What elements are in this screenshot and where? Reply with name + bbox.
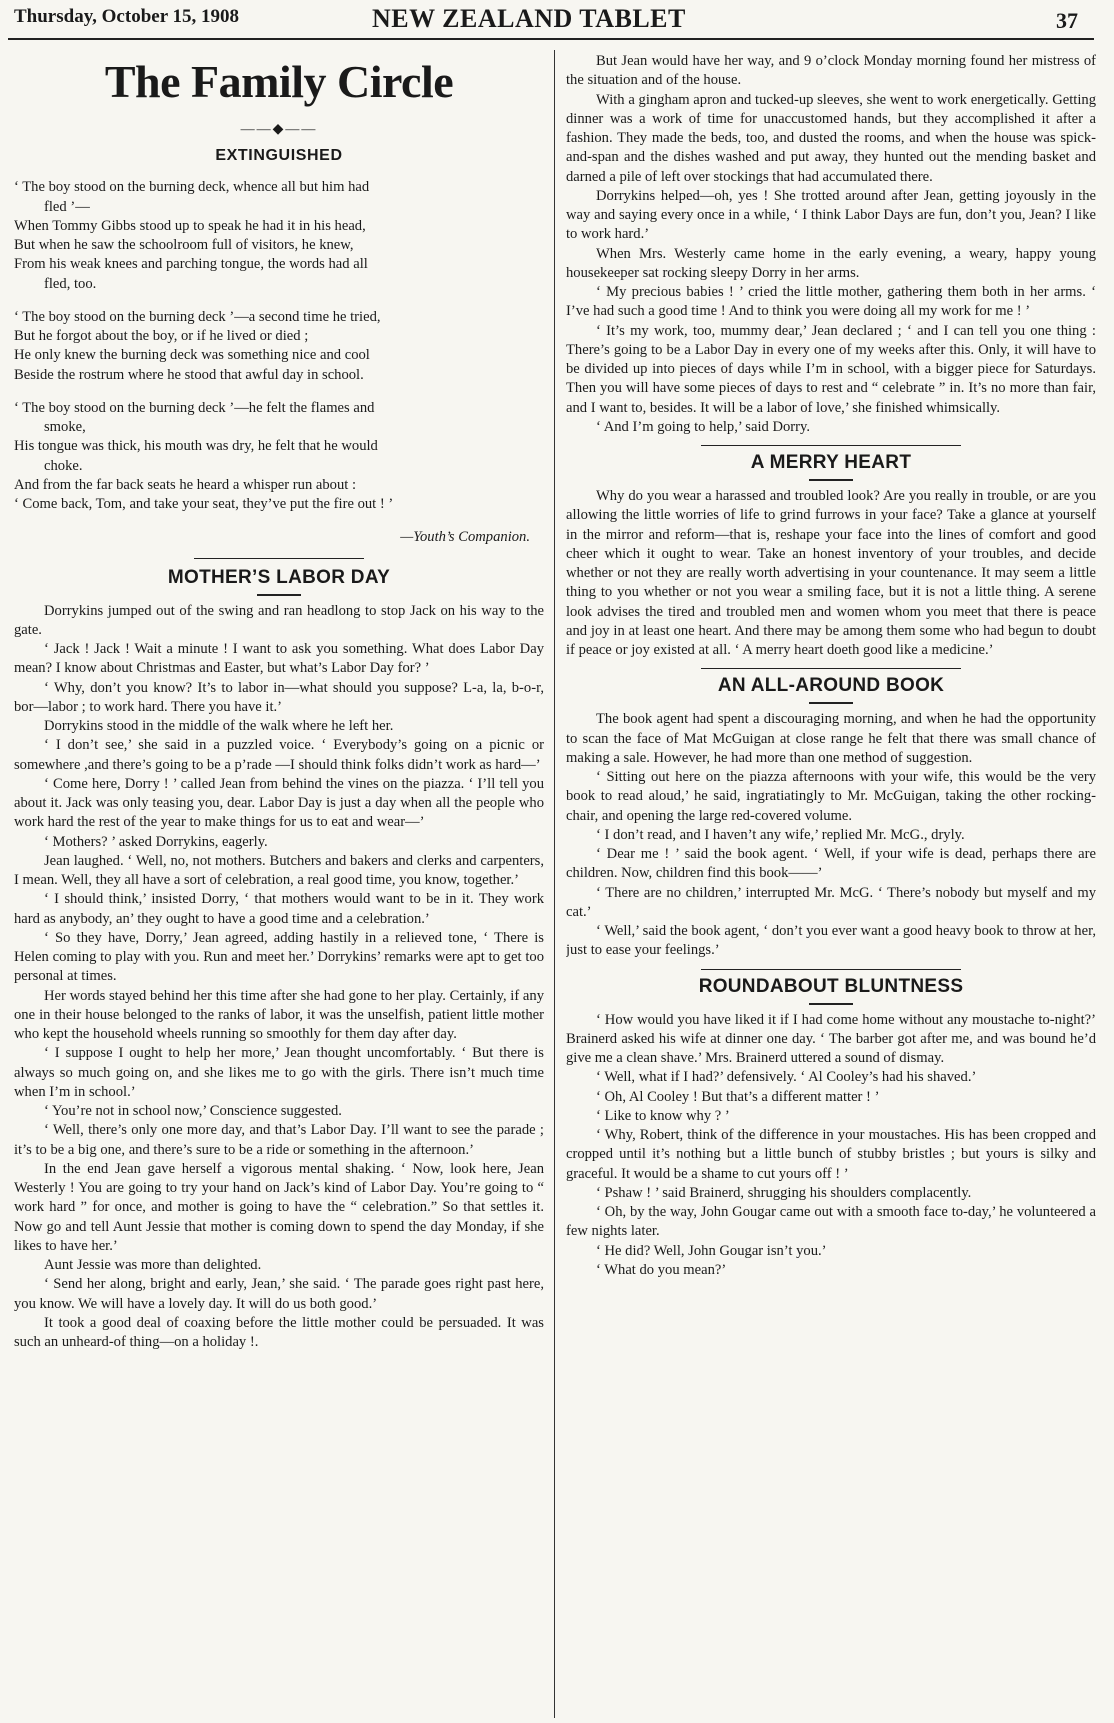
paragraph: ‘ Why, Robert, think of the difference in your moustaches. His has been cropped and cropped until it’s nothing but a little bunch of stubby bristles ; but yours is silky and graceful. It would be a shame to cut yours off ! ’ <box>566 1127 1096 1182</box>
paragraph: ‘ What do you mean?’ <box>596 1261 727 1278</box>
story-body <box>14 602 544 1353</box>
paragraph: ‘ You’re not in school now,’ Conscience suggested. <box>44 1103 342 1120</box>
paragraph: ‘ And I’m going to help,’ said Dorry. <box>596 418 811 435</box>
paragraph: ‘ My precious babies ! ’ cried the little mother, gathering them both in her arms. ‘ I’ve had such a good time ! And to think you were doing all my work for me ! ’ <box>566 284 1096 320</box>
merry-heart-body <box>566 487 1096 660</box>
merry-heart-title: A MERRY HEART <box>750 452 912 473</box>
book-body <box>566 710 1096 960</box>
paragraph: ‘ It’s my work, too, mummy dear,’ Jean declared ; ‘ and I can tell you one thing : There’s going to be a Labor Day in every one of my weeks after this. Only, it will have to be divided up into pieces of days while I’m in school, with a bigger piece for Saturdays. Then you will have some pieces of days to rest and “ celebrate ” in. It’s no more than fair, and I want to, besides. It will be a labor of love,’ she finished whimsically. <box>566 322 1096 416</box>
paragraph: ‘ I suppose I ought to help her more,’ Jean thought uncomfortably. ‘ But there is always so much going on, and she likes me to go with the girls. There isn’t much time when I’m in school.’ <box>14 1045 544 1100</box>
title-rule <box>809 479 853 481</box>
paragraph: ‘ So they have, Dorry,’ Jean agreed, adding hastily in a relieved tone, ‘ There is Helen coming to play with you. Run and meet her.’ Dorrykins’ remarks were apt to get too personal at times. <box>14 929 544 985</box>
paragraph: ‘ Jack ! Jack ! Wait a minute ! I want to ask you something. What does Labor Day mean? I know about Christmas and Easter, but what’s Labor Day for? ’ <box>14 641 544 677</box>
newspaper-title: NEW ZEALAND TABLET <box>372 4 686 33</box>
paragraph: ‘ Dear me ! ’ said the book agent. ‘ Well, if your wife is dead, perhaps there are children. Now, children find this book——’ <box>566 846 1096 882</box>
poem-stanza <box>14 178 544 294</box>
bluntness-body <box>566 1011 1096 1281</box>
paragraph: Aunt Jessie was more than delighted. <box>44 1257 262 1274</box>
paragraph: The book agent had spent a discouraging morning, and when he had the opportunity to scan the face of Mat McGuigan at close range he felt that there was small chance of making a sale. However, he had more than one method of suggestion. <box>566 711 1096 766</box>
paragraph: ‘ Oh, Al Cooley ! But that’s a different matter ! ’ <box>596 1088 880 1105</box>
poem-line: Beside the rostrum where he stood that awful day in school. <box>14 366 364 383</box>
poem-line: smoke, <box>44 419 86 436</box>
paragraph: ‘ He did? Well, John Gougar isn’t you.’ <box>596 1242 827 1259</box>
poem-stanza <box>14 308 544 385</box>
separator-rule <box>194 558 364 559</box>
poem-line: When Tommy Gibbs stood up to speak he had it in his head, <box>14 217 366 234</box>
paragraph: Dorrykins stood in the middle of the walk where he left her. <box>44 718 394 735</box>
poem-line: From his weak knees and parching tongue, the words had all <box>14 256 368 273</box>
right-column <box>566 52 1096 1717</box>
paragraph: Why do you wear a harassed and troubled look? Are you really in trouble, or are you allowing the little worries of life to grind furrows in your face? Take a glance at yourself in the mirror and reform—that is, reshape your face into the lines of comfort and good cheer which it ought to wear. Take an honest inventory of your troubles, and decide whether or not they are really worth advertising in your countenance. It may seem a little thing to you whether or not you wear a smiling face, but it is not a little thing. A serene look advises the tired and troubled men and women whom you meet that there is peace and joy in at least one heart. And there may be among them some who had begun to doubt if peace or joy existed at all. ‘ A merry heart doeth good like a medicine.’ <box>566 488 1096 659</box>
poem-line: choke. <box>44 457 83 474</box>
poem-stanza <box>14 399 544 515</box>
bluntness-title: ROUNDABOUT BLUNTNESS <box>698 975 964 997</box>
paragraph: ‘ Send her along, bright and early, Jean,’ she said. ‘ The parade goes right past here, you know. We will have a lovely day. It will do us both good.’ <box>14 1276 544 1312</box>
poem-line: ‘ Come back, Tom, and take your seat, they’ve put the fire out ! ’ <box>14 496 394 513</box>
title-rule <box>809 1003 853 1005</box>
masthead-rule <box>8 38 1094 40</box>
poem-line: ‘ The boy stood on the burning deck ’—he felt the flames and <box>14 399 375 416</box>
poem-line: fled, too. <box>44 275 97 292</box>
paragraph: ‘ There are no children,’ interrupted Mr. McG. ‘ There’s nobody but myself and my cat.’ <box>566 884 1096 920</box>
paragraph: ‘ I don’t see,’ she said in a puzzled voice. ‘ Everybody’s going on a picnic or somewhere ,and there’s going to be a p’rade —I should think folks didn’t work as hard—’ <box>14 737 544 773</box>
separator-rule <box>701 969 961 970</box>
poem-line: But he forgot about the boy, or if he lived or died ; <box>14 328 309 345</box>
column-divider <box>554 50 555 1718</box>
title-rule <box>257 594 301 596</box>
paragraph: ‘ Oh, by the way, John Gougar came out with a smooth face to-day,’ he volunteered a few nights later. <box>566 1204 1096 1240</box>
paragraph: But Jean would have her way, and 9 o’clock Monday morning found her mistress of the situation and of the house. <box>566 53 1096 89</box>
paragraph: ‘ Well,’ said the book agent, ‘ don’t you ever want a good heavy book to throw at her, just to ease your feelings.’ <box>566 923 1096 959</box>
poem-line: His tongue was thick, his mouth was dry, he felt that he would <box>14 438 378 455</box>
poem-title: EXTINGUISHED <box>215 147 343 165</box>
paragraph: Dorrykins helped—oh, yes ! She trotted around after Jean, getting joyously in the way and saying every once in a while, ‘ I think Labor Days are fun, don’t you, Jean? I like to work hard.’ <box>566 187 1096 243</box>
page-number: 37 <box>1056 8 1078 33</box>
left-column <box>14 52 544 1717</box>
paragraph: Dorrykins jumped out of the swing and ran headlong to stop Jack on his way to the gate. <box>14 602 544 638</box>
paragraph: In the end Jean gave herself a vigorous mental shaking. ‘ Now, look here, Jean Westerly ! You are going to try your hand on Jack’s kind of Labor Day. You’re going to “ work hard ” for once, and mother is going to have the “ celebration.” So that settles it. Now go and tell Aunt Jessie that mother is coming down to spend the day Monday, if she likes to have her.’ <box>14 1160 544 1254</box>
paragraph: ‘ Well, what if I had?’ defensively. ‘ Al Cooley’s had his shaved.’ <box>596 1069 977 1086</box>
issue-date: Thursday, October 15, 1908 <box>14 6 240 27</box>
paragraph: ‘ Come here, Dorry ! ’ called Jean from behind the vines on the piazza. ‘ I’ll tell you about it. Jack was only teasing you, dear. Labor Day is just a day when all the people who work hard the rest of the year to make things for us to eat and wear—’ <box>14 775 544 831</box>
separator-rule <box>701 445 961 446</box>
paragraph: With a gingham apron and tucked-up sleeves, she went to work energetically. Getting dinner was a work of time for unaccustomed hands, but they accomplished it after a fashion. They made the beds, too, and dusted the rooms, and when the house was spick-and-span and the dishes washed and put away, they hunted out the mending basket and darned a pile of left over stockings that had accumulated there. <box>566 91 1096 185</box>
paragraph: ‘ Why, don’t you know? It’s to labor in—what should you suppose? L-a, la, b-o-r, bor—labor ; to work hard. There you have it.’ <box>14 679 544 715</box>
paragraph: ‘ I should think,’ insisted Dorry, ‘ that mothers would want to be in it. They work hard as anybody, an’ they ought to have a good time and a celebration.’ <box>14 891 544 927</box>
paragraph: ‘ Pshaw ! ’ said Brainerd, shrugging his shoulders complacently. <box>596 1184 972 1201</box>
book-title: AN ALL-AROUND BOOK <box>717 675 945 697</box>
title-rule <box>809 702 853 704</box>
poem-line: ‘ The boy stood on the burning deck, whence all but him had <box>14 179 370 196</box>
separator-rule <box>701 668 961 669</box>
poem-body <box>14 178 544 514</box>
paragraph: ‘ Sitting out here on the piazza afternoons with your wife, this would be the very book to read aloud,’ he said, ingratiatingly to Mr. McGuigan, taking the other rocking-chair, and opening the large red-covered volume. <box>566 769 1096 824</box>
paragraph: Her words stayed behind her this time after she had gone to her play. Certainly, if any one in their house belonged to the ranks of labor, it was the unselfish, patient little mother who kept the household wheels running so smoothly for them day after day. <box>14 987 544 1043</box>
story-title: MOTHER’S LABOR DAY <box>167 566 391 588</box>
poem-line: He only knew the burning deck was something nice and cool <box>14 347 370 364</box>
section-heading: The Family Circle <box>104 56 454 107</box>
paragraph: ‘ I don’t read, and I haven’t any wife,’ replied Mr. McG., dryly. <box>596 826 965 843</box>
poem-credit: —Youth’s Companion. <box>400 529 530 546</box>
masthead <box>0 0 1114 44</box>
story-continued <box>566 52 1096 437</box>
poem-line: But when he saw the schoolroom full of visitors, he knew, <box>14 237 354 254</box>
paragraph: ‘ Well, there’s only one more day, and that’s Labor Day. I’ll want to see the parade ; it’s to be a big one, and there’s sure to be a ride or something in the afternoon.’ <box>14 1122 544 1158</box>
ornament-rule: ——◆—— <box>240 121 318 137</box>
paragraph: It took a good deal of coaxing before the little mother could be persuaded. It was such an unheard-of thing—on a holiday !. <box>14 1314 544 1351</box>
paragraph: Jean laughed. ‘ Well, no, not mothers. Butchers and bakers and clerks and carpenters, I mean. Well, they all have a sort of celebration, a real good time, you know, together.’ <box>14 852 544 889</box>
poem-line: And from the far back seats he heard a whisper run about : <box>14 476 357 493</box>
paragraph: When Mrs. Westerly came home in the early evening, a weary, happy young housekeeper sat rocking sleepy Dorry in her arms. <box>566 245 1096 281</box>
poem-line: fled ’— <box>44 198 90 215</box>
poem-line: ‘ The boy stood on the burning deck ’—a second time he tried, <box>14 308 381 325</box>
paragraph: ‘ How would you have liked it if I had come home without any moustache to-night?’ Brainerd asked his wife at dinner one day. ‘ The barber got after me, and was bound he’d give me a clean shave.’ Mrs. Brainerd uttered a sound of dismay. <box>566 1011 1096 1067</box>
paragraph: ‘ Mothers? ’ asked Dorrykins, eagerly. <box>44 833 268 850</box>
paragraph: ‘ Like to know why ? ’ <box>596 1107 730 1124</box>
